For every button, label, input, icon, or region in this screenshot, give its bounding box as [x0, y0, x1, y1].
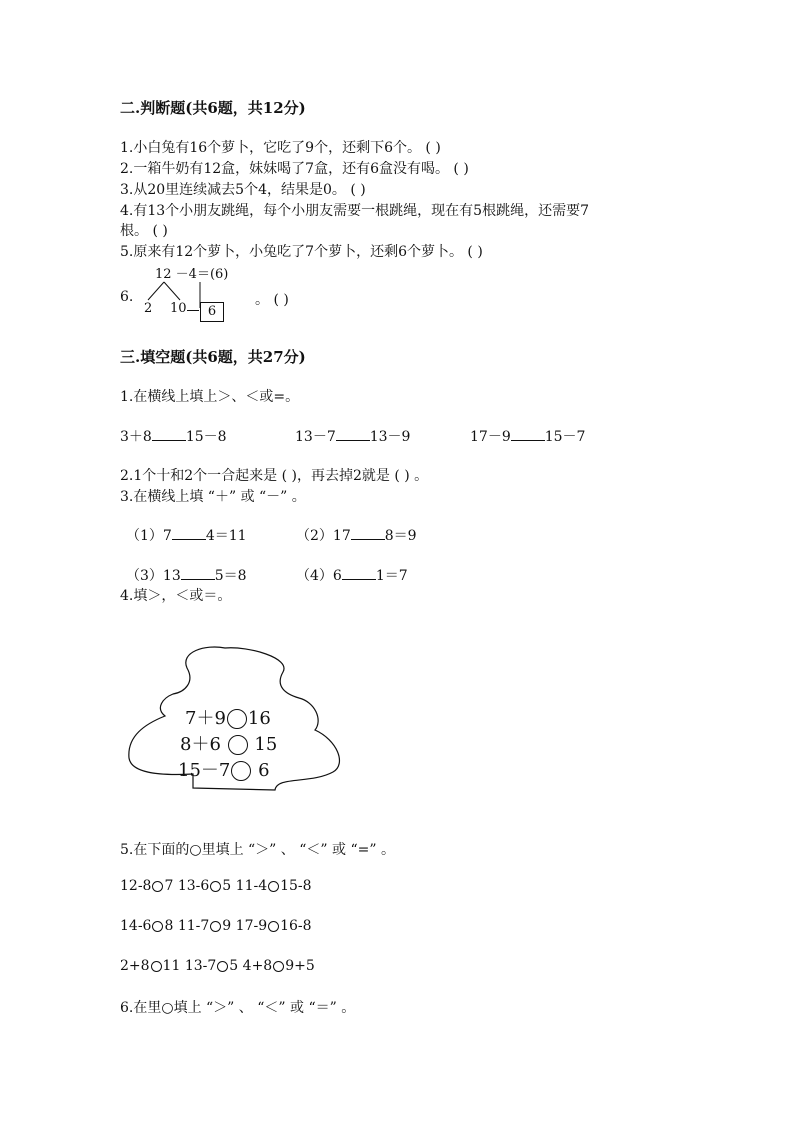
- judgement-item-4: 4.有13个小朋友跳绳，每个小朋友需要一根跳绳，现在有5根跳绳，还需要7: [120, 203, 589, 219]
- answer-blank[interactable]: [342, 567, 376, 580]
- compare-circle[interactable]: [273, 961, 284, 972]
- answer-blank[interactable]: [152, 428, 186, 441]
- compare-circle[interactable]: [151, 961, 162, 972]
- fill-q4-prompt: 4.填＞，＜或＝。: [120, 588, 232, 604]
- section-fill-title: 三.填空题(共6题，共27分): [120, 348, 306, 366]
- fill-q3-item-1: （1）7 4＝11: [126, 528, 247, 544]
- fill-q1-item-1: 3＋8 15－8: [120, 429, 227, 445]
- judgement-item-5: 5.原来有12个萝卜，小兔吃了7个萝卜，还剩6个萝卜。 ( ): [120, 244, 483, 260]
- fill-q2: 2.1个十和2个一合起来是 ( )，再去掉2就是 ( ) 。: [120, 468, 429, 484]
- fill-q5-row-1: 12-8 7 13-6 5 11-4 15-8: [120, 878, 312, 894]
- fill-q6-prompt: 6.在里○填上 “＞” 、 “＜” 或 “＝” 。: [120, 1000, 356, 1016]
- judgement-item-2: 2.一箱牛奶有12盒，妹妹喝了7盒，还有6盒没有喝。 ( ): [120, 161, 469, 177]
- fill-q1-prompt: 1.在横线上填上＞、＜或=。: [120, 389, 300, 405]
- tree-row-3: 15－7 6: [178, 760, 270, 781]
- fill-q3-item-4: （4）6 1＝7: [296, 568, 408, 584]
- fill-q5-row-3: 2+8 11 13-7 5 4+8 9+5: [120, 958, 315, 974]
- answer-blank[interactable]: [511, 428, 545, 441]
- compare-circle[interactable]: [268, 921, 279, 932]
- judgement-item-3: 3.从20里连续减去5个4，结果是0。 ( ): [120, 182, 366, 198]
- fill-q3-item-2: （2）17 8＝9: [296, 528, 417, 544]
- answer-blank[interactable]: [336, 428, 370, 441]
- q6-left-number: 2: [144, 301, 153, 316]
- fill-q5-prompt: 5.在下面的○里填上 “＞” 、 “＜” 或 “=” 。: [120, 842, 395, 858]
- compare-circle[interactable]: [152, 921, 163, 932]
- q6-equation: 12 －4＝(6): [155, 267, 229, 282]
- compare-circle[interactable]: [228, 735, 248, 755]
- fill-q3-item-3: （3）13 5＝8: [126, 568, 247, 584]
- judgement-item-1: 1.小白兔有16个萝卜，它吃了9个，还剩下6个。 ( ): [120, 140, 441, 156]
- compare-circle[interactable]: [231, 761, 251, 781]
- answer-blank[interactable]: [172, 527, 206, 540]
- fill-q1-item-3: 17－9 15－7: [470, 429, 586, 445]
- q6-answer-box: 6: [200, 302, 224, 322]
- q6-mid-number: 10: [170, 301, 187, 316]
- answer-blank[interactable]: [351, 527, 385, 540]
- fill-q3-prompt: 3.在横线上填 “＋” 或 “－” 。: [120, 489, 306, 505]
- compare-circle[interactable]: [210, 921, 221, 932]
- compare-circle[interactable]: [268, 881, 279, 892]
- q6-answer-bracket: 。 ( ): [255, 292, 289, 308]
- answer-blank[interactable]: [181, 567, 215, 580]
- fill-q1-item-2: 13－7 13－9: [295, 429, 411, 445]
- judgement-item-6-number: 6.: [120, 289, 134, 305]
- tree-row-1: 7＋9 16: [185, 708, 271, 729]
- compare-circle[interactable]: [152, 881, 163, 892]
- q6-connector: [187, 310, 199, 311]
- section-judgement-title: 二.判断题(共6题，共12分): [120, 99, 306, 117]
- compare-circle[interactable]: [217, 961, 228, 972]
- judgement-item-4-cont: 根。 ( ): [120, 223, 168, 239]
- compare-circle[interactable]: [227, 709, 247, 729]
- tree-row-2: 8＋6 15: [180, 734, 278, 755]
- fill-q5-row-2: 14-6 8 11-7 9 17-9 16-8: [120, 918, 312, 934]
- compare-circle[interactable]: [210, 881, 221, 892]
